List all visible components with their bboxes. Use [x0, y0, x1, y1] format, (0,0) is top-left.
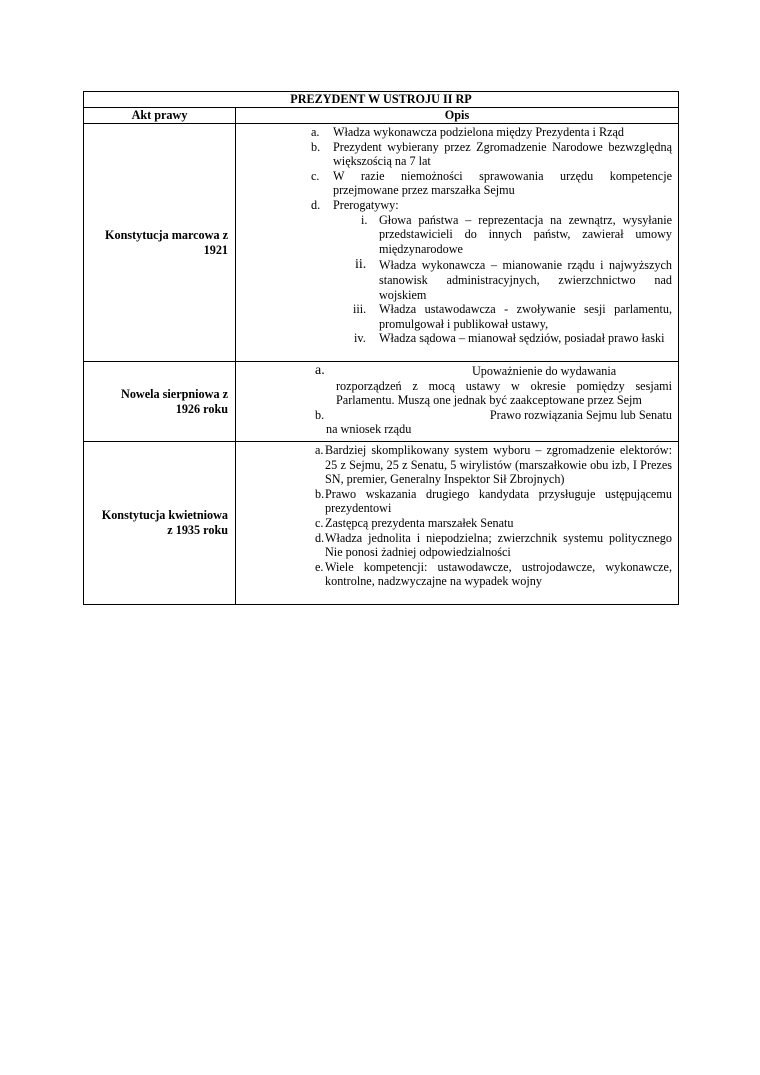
- list-text: Głowa państwa – reprezentacja na zewnątrz, wysyłanie przedstawicieli do innych państw, zawierał umowy międzynarodowe: [379, 212, 672, 256]
- table-row: [84, 124, 679, 362]
- list-text: Wiele kompetencji: ustawodawcze, ustrojodawcze, wykonawcze, kontrolne, nadzwyczajne na wypadek wojny: [325, 559, 672, 589]
- opis-cell: [236, 362, 679, 442]
- list-item: [236, 487, 672, 516]
- list-item: [236, 531, 672, 560]
- list-text: Władza wykonawcza – mianowanie rządu i najwyższych stanowisk administracyjnych, zwierzchnictwo nad wojskiem: [379, 258, 672, 302]
- list-text: na wniosek rządu: [326, 422, 412, 437]
- akt-line: Konstytucja marcowa z: [105, 227, 228, 242]
- list-text: Prezydent wybierany przez Zgromadzenie Narodowe bezwzględną większością na 7 lat: [333, 139, 672, 169]
- list-text: rozporządzeń z mocą ustawy w okresie pomiędzy sesjami Parlamentu. Muszą one jednak być zaakceptowane przez Sejm: [336, 378, 672, 408]
- list-marker: b.: [315, 486, 325, 501]
- list-item: [236, 364, 672, 408]
- list-text: Władza jednolita i niepodzielna; zwierzchnik systemu politycznego Nie ponosi żadniej odpowiedzialności: [325, 530, 672, 560]
- akt-line: Konstytucja kwietniowa: [101, 508, 228, 523]
- akt-line: Nowela sierpniowa z: [121, 386, 228, 401]
- list-text: Bardziej skomplikowany system wyboru – zgromadzenie elektorów: 25 z Sejmu, 25 z Senatu, 5 wirylistów (marszałkowie obu izb, I Prezes SN, premier, Generalny Inspektor Sił Zbrojnych): [325, 443, 672, 487]
- sublist-item: [236, 258, 672, 302]
- list-text: Władza ustawodawcza - zwoływanie sesji parlamentu, promulgował i publikował ustawy,: [379, 302, 672, 331]
- list-item: [236, 516, 672, 531]
- president-table: [83, 91, 679, 605]
- akt-line: 1921: [203, 242, 228, 257]
- akt-cell: [84, 442, 236, 605]
- list-text: Władza wykonawcza podzielona między Prezydenta i Rząd: [333, 125, 625, 139]
- list-marker: ii.: [355, 257, 367, 273]
- header-akt: Akt prawy: [84, 108, 236, 124]
- sublist-item: [236, 331, 672, 346]
- akt-line: z 1935 roku: [167, 523, 228, 537]
- list-marker: b.: [311, 139, 321, 154]
- list-text: Prerogatywy:: [333, 197, 399, 212]
- list-text: Władza sądowa – mianował sędziów, posiadał prawo łaski: [379, 331, 665, 346]
- list-marker: a.: [311, 125, 320, 139]
- akt-line: 1926 roku: [175, 401, 228, 416]
- list-item: [236, 140, 672, 169]
- akt-cell: [84, 124, 236, 362]
- list-text: W razie niemożności sprawowania urzędu kompetencje przejmowane przez marszałka Sejmu: [333, 168, 672, 198]
- list-item: [236, 169, 672, 198]
- list-marker: d.: [315, 530, 325, 545]
- list-item: [236, 198, 672, 213]
- list-item: [236, 408, 672, 423]
- table-title: PREZYDENT W USTROJU II RP: [84, 92, 679, 108]
- header-opis: Opis: [236, 108, 679, 124]
- table-row: [84, 362, 679, 442]
- list-marker: iv.: [354, 331, 366, 346]
- list-marker: c.: [315, 515, 324, 530]
- sublist-item: [236, 213, 672, 257]
- list-marker: e.: [315, 559, 324, 574]
- list-text: Prawo wskazania drugiego kandydata przysługuje ustępującemu prezydentowi: [325, 486, 672, 516]
- opis-cell: [236, 442, 679, 605]
- list-marker: b.: [315, 407, 325, 422]
- list-text: Prawo rozwiązania Sejmu lub Senatu: [489, 407, 672, 422]
- opis-cell: [236, 124, 679, 362]
- list-item: [236, 125, 672, 140]
- list-text: Upoważnienie do wydawania: [472, 364, 617, 378]
- list-marker: i.: [361, 212, 368, 227]
- list-item: [236, 443, 672, 487]
- table-row: [84, 442, 679, 605]
- sublist-item: [236, 302, 672, 331]
- list-marker: a.: [315, 443, 324, 457]
- list-marker: c.: [311, 168, 320, 183]
- list-marker: a.: [315, 363, 325, 378]
- list-text: Zastępcą prezydenta marszałek Senatu: [325, 515, 514, 530]
- akt-cell: [84, 362, 236, 442]
- list-marker: d.: [311, 197, 321, 212]
- list-marker: iii.: [353, 302, 367, 317]
- list-item: [236, 560, 672, 589]
